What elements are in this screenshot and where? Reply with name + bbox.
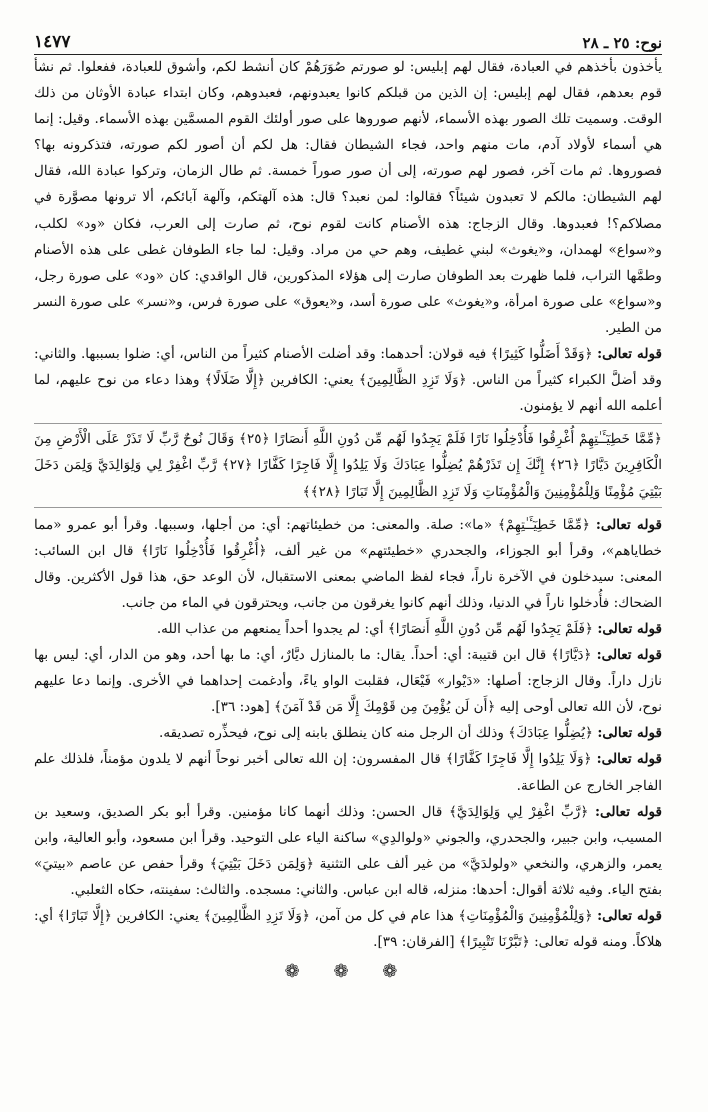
paragraph-text: ﴿دَيَّارًا﴾ قال ابن قتيبة: أي: أحداً. يقال: ما بالمنازل ديَّارٌ، أي: ما بها أحد، وهو من الدار، أي: ليس بها نازل داراً. وقال الزجاج: أصلها: «دَيْوار» فَيْعَال، فقلبت الواو ياءً، وأدغمت إحداهما في الأخرى. وإنما دعا عليهم نوح، لأن الله تعالى أوحى إليه ﴿أَن لَن يُؤْمِنَ مِن قَوْمِكَ إِلَّا مَن قَدْ آمَنَ﴾ [هود: ٣٦]. — [34, 647, 662, 716]
paragraph-heading: قوله تعالى: — [597, 725, 662, 742]
paragraph-text: يأخذون بأخذهم في العبادة، فقال لهم إبليس: لو صورتم صُوَرَهُمْ كان أنشط لكم، وأشوق للعبادة، ففعلوا. ثم نشأ قوم بعدهم، فقال لهم إبليس: إن الذين من قبلكم كانوا يعبدونهم، فعبدوهم، وكان ابتداء عبادة الأوثان من ذلك الوقت. وسميت تلك الصور بهذه الأسماء، لأنهم صوروها على صور أولئك القوم المسمَّين بهذه الأسماء. وقيل: إنما هي أسماء لأولاد آدم، مات منهم واحد، فجاء الشيطان فقال: هل لكم أن أصور لكم صورته، فتذكرونه بها؟ فصوروها. ثم مات آخر، فصور لهم صورته، إلى أن صور صوراً خمسة. ثم طال الزمان، وتركوا عبادة الله، فقال لهم الشيطان: مالكم لا تعبدون شيئاً؟ فقالوا: لمن نعبد؟ قال: هذه آلهتكم، وآلهة آبائكم، ألا ترونها مصوَّرة في مصلاكم؟! فعبدوها. وقال الزجاج: هذه الأصنام كانت لقوم نوح، ثم صارت إلى العرب، فكان «ود» لكلب، و«سواع» لهمدان، و«يغوث» لبني غطيف، وهم حي من مراد. وقيل: لما جاء الطوفان غطى على هذه الأصنام وطمَّها التراب، فلما ظهرت بعد الطوفان صارت إلى هؤلاء المذكورين، قال الواقدي: كان «ود» على صورة رجل، و«سواع» على صورة امرأة، و«يغوث» على صورة أسد، و«يعوق» على صورة فرس، و«نسر» على صورة النسر من الطير. — [34, 59, 662, 336]
paragraph-heading: قوله تعالى: — [595, 803, 662, 820]
paragraph-text: ﴿مِّمَّا خَطِيٓـَٔـٰتِهِمْ﴾ «ما»: صلة. والمعنى: من خطيئاتهم: أي: من أجلها، وسببها. وقرأ أبو عمرو «مما خطاياهم»، وقرأ أبو الجوزاء، والجحدري «خطيئتهم» من غير ألف، ﴿أُغْرِقُوا فَأُدْخِلُوا نَارًا﴾ قال ابن السائب: المعنى: سيدخلون في الآخرة ناراً، فجاء لفظ الماضي بمعنى الاستقبال، لأن الوعد حق، هذا قول الأكثرين. وقال الضحاك: فأُدخلوا ناراً في الدنيا، وذلك أنهم كانوا يغرقون من جانب، ويحترقون في الماء من جانب. — [34, 516, 662, 611]
body-text — [34, 54, 662, 419]
paragraph-text: ﴿وَلَا يَلِدُوا إِلَّا فَاجِرًا كَفَّارًا﴾ قال المفسرون: إن الله تعالى أخبر نوحاً أنهم لا يلدون مؤمناً، فلذلك علم الفاجر الخارج عن الطاعة. — [34, 751, 662, 794]
paragraph-text: ﴿رَّبِّ اغْفِرْ لِي وَلِوَالِدَيَّ﴾ قال الحسن: وذلك أنهما كانا مؤمنين. وقرأ أبو بكر الصديق، وسعيد بن المسيب، وابن جبير، والجحدري، والجوني «ولوالدِي» ساكنة الياء على التوحيد. وقرأ ابن مسعود، وأبو العالية، وابن يعمر، والزهري، والنخعي «ولولدَيَّ» من غير ألف على التثنية ﴿وَلِمَن دَخَلَ بَيْتِيَ﴾ وقرأ حفص عن عاصم «بيتيَ» بفتح الياء. وفيه ثلاثة أقوال: أحدها: منزله، قاله ابن عباس. والثاني: مسجده. والثالث: سفينته، حكاه الثعلبي. — [34, 803, 662, 898]
paragraph-heading: قوله تعالى: — [597, 620, 662, 637]
page-number: ١٤٧٧ — [34, 32, 71, 52]
paragraph-heading: قوله تعالى: — [597, 908, 662, 924]
paragraph-text: ﴿وَلِلْمُؤْمِنِينَ وَالْمُؤْمِنَاتِ﴾ هذا عام في كل من آمن، ﴿وَلَا تَزِدِ الظَّالِمِينَ﴾ يعني: الكافرين ﴿إِلَّا تَبَارًا﴾ أي: هلاكاً. ومنه قوله تعالى: ﴿تَبَّرْنَا تَتْبِيرًا﴾ [الفرقان: ٣٩]. — [34, 908, 662, 951]
paragraph — [34, 799, 662, 903]
paragraph-heading: قوله تعالى: — [595, 516, 662, 533]
paragraph-text: ﴿وَقَدْ أَضَلُّوا كَثِيرًا﴾ فيه قولان: أحدهما: وقد أضلت الأصنام كثيراً من الناس، أي: ضلوا بسببها. والثاني: وقد أضلَّ الكبراء كثيراً من الناس. ﴿وَلَا تَزِدِ الظَّالِمِينَ﴾ يعني: الكافرين ﴿إِلَّا ضَلَالًا﴾ وهذا دعاء من نوح عليهم، لما أعلمه الله أنهم لا يؤمنون. — [34, 346, 662, 415]
paragraph — [34, 746, 662, 798]
running-title: نوح: ٢٥ ـ ٢٨ — [582, 34, 662, 52]
paragraph — [34, 512, 662, 616]
paragraph — [34, 341, 662, 419]
quran-verses: ﴿مِّمَّا خَطِيٓـَٔـٰتِهِمْ أُغْرِقُوا فَأُدْخِلُوا نَارًا فَلَمْ يَجِدُوا لَهُم مِّن دُونِ اللَّهِ أَنصَارًا ﴿٢٥﴾ وَقَالَ نُوحٌ رَّبِّ لَا تَذَرْ عَلَى الْأَرْضِ مِنَ الْكَافِرِينَ دَيَّارًا ﴿٢٦﴾ إِنَّكَ إِن تَذَرْهُمْ يُضِلُّوا عِبَادَكَ وَلَا يَلِدُوا إِلَّا فَاجِرًا كَفَّارًا ﴿٢٧﴾ رَّبِّ اغْفِرْ لِي وَلِوَالِدَيَّ وَلِمَن دَخَلَ بَيْتِيَ مُؤْمِنًا وَلِلْمُؤْمِنِينَ وَالْمُؤْمِنَاتِ وَلَا تَزِدِ الظَّالِمِينَ إِلَّا تَبَارًا ﴿٢٨﴾﴾ — [34, 423, 662, 507]
paragraph — [34, 903, 662, 955]
paragraph — [34, 642, 662, 720]
paragraph-heading: قوله تعالى: — [596, 751, 662, 768]
paragraph-heading: قوله تعالى: — [597, 346, 662, 363]
section-separator: ❁ ❁ ❁ — [284, 961, 412, 983]
paragraph-text: ﴿يُضِلُّوا عِبَادَكَ﴾ وذلك أن الرجل منه كان ينطلق بابنه إلى نوح، فيحذِّره تصديقه. — [159, 725, 593, 742]
paragraph — [34, 54, 662, 341]
paragraph-heading: قوله تعالى: — [596, 647, 662, 664]
body-text-continued — [34, 512, 662, 956]
paragraph — [34, 616, 662, 642]
paragraph — [34, 720, 662, 746]
page-header — [34, 26, 662, 55]
paragraph-text: ﴿فَلَمْ يَجِدُوا لَهُم مِّن دُونِ اللَّهِ أَنصَارًا﴾ أي: لم يجدوا أحداً يمنعهم من عذاب الله. — [156, 620, 593, 637]
